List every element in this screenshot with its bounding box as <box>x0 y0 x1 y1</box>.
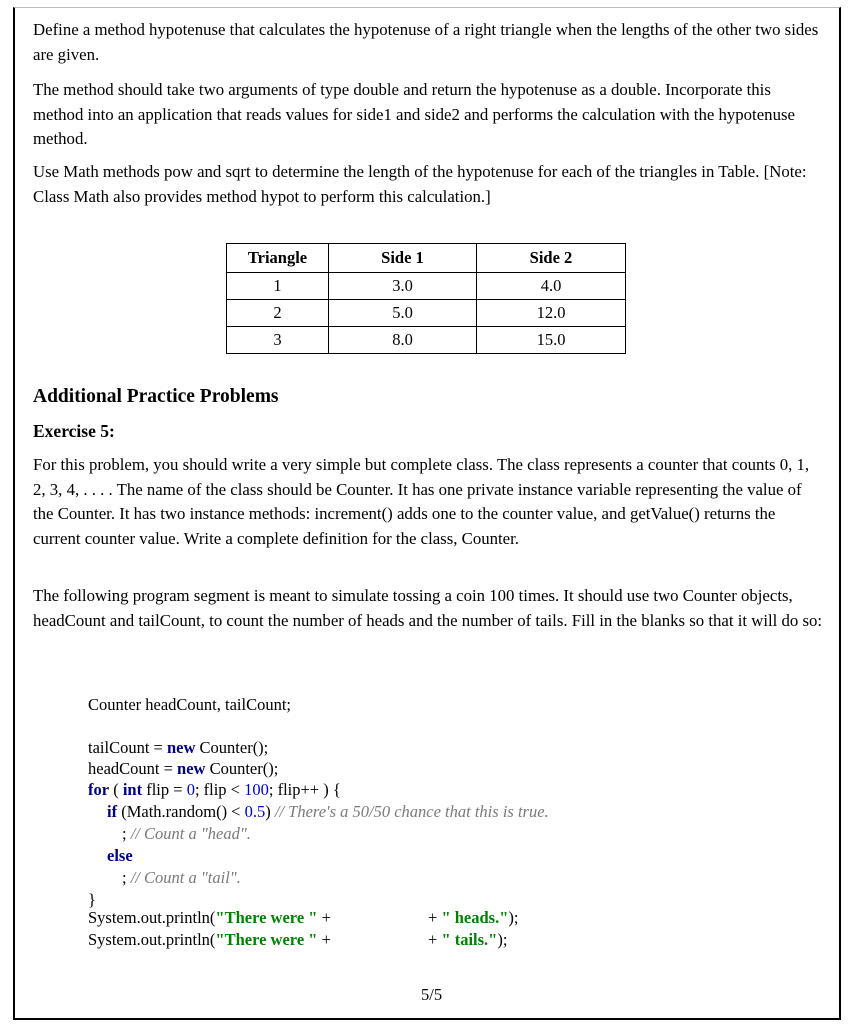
table-header: Side 1 <box>329 244 477 273</box>
table-header: Triangle <box>227 244 329 273</box>
table-row <box>227 273 626 300</box>
exercise-paragraph-2: The following program segment is meant to simulate tossing a coin 100 times. It should use two Counter objects, headCount and tailCount, to count the number of heads and the number of tails. Fill in the blanks so that it will do so: <box>33 586 823 630</box>
exercise-heading: Exercise 5: <box>33 421 115 441</box>
table-cell: 5.0 <box>329 300 477 327</box>
code-declaration: Counter headCount, tailCount; <box>88 695 292 714</box>
code-line-if: if (Math.random() < 0.5) // There's a 50/50 chance that this is true. <box>107 802 549 821</box>
code-line-print-tails-start: System.out.println("There were " + <box>88 930 331 949</box>
table-cell: 4.0 <box>477 273 626 300</box>
page-number: 5/5 <box>421 985 443 1004</box>
table-row <box>227 327 626 354</box>
table-cell: 12.0 <box>477 300 626 327</box>
table-cell: 1 <box>227 273 329 300</box>
table-header-row <box>227 244 626 273</box>
code-line-print-heads-end: + " heads."); <box>428 908 519 927</box>
code-line-print-tails-end: + " tails."); <box>428 930 508 949</box>
code-line-headcount: headCount = new Counter(); <box>88 759 279 778</box>
table-cell: 15.0 <box>477 327 626 354</box>
intro-paragraph-3: Use Math methods pow and sqrt to determine the length of the hypotenuse for each of the triangles in Table. [Note: Class Math also provides method hypot to perform this calculation.] <box>33 162 807 206</box>
section-heading: Additional Practice Problems <box>33 386 279 407</box>
document-page <box>13 7 841 1020</box>
table-header: Side 2 <box>477 244 626 273</box>
exercise-paragraph-1: For this problem, you should write a very simple but complete class. The class represents a counter that counts 0, 1, 2, 3, 4, . . . . The name of the class should be Counter. It has one private instance variable representing the value of the Counter. It has two instance methods: increment() adds one to the counter value, and getValue() returns the current counter value. Write a complete definition for the class, Counter. <box>33 455 810 548</box>
intro-paragraph-2: The method should take two arguments of type double and return the hypotenuse as a double. Incorporate this method into an application that reads values for side1 and side2 and performs the calculation with the hypotenuse method. <box>33 80 795 148</box>
table-row <box>227 300 626 327</box>
table-cell: 2 <box>227 300 329 327</box>
code-line-close-brace: } <box>88 890 96 909</box>
intro-paragraph-1: Define a method hypotenuse that calculates the hypotenuse of a right triangle when the lengths of the other two sides are given. <box>33 20 819 64</box>
code-line-else: else <box>107 846 133 865</box>
code-line-for: for ( int flip = 0; flip < 100; flip++ ) { <box>88 780 341 799</box>
code-line-head-blank: ; // Count a "head". <box>122 824 251 843</box>
table-cell: 8.0 <box>329 327 477 354</box>
code-line-tail-blank: ; // Count a "tail". <box>122 868 241 887</box>
table-cell: 3.0 <box>329 273 477 300</box>
code-line-tailcount: tailCount = new Counter(); <box>88 738 269 757</box>
triangle-table <box>226 243 626 354</box>
code-line-print-heads-start: System.out.println("There were " + <box>88 908 331 927</box>
table-cell: 3 <box>227 327 329 354</box>
